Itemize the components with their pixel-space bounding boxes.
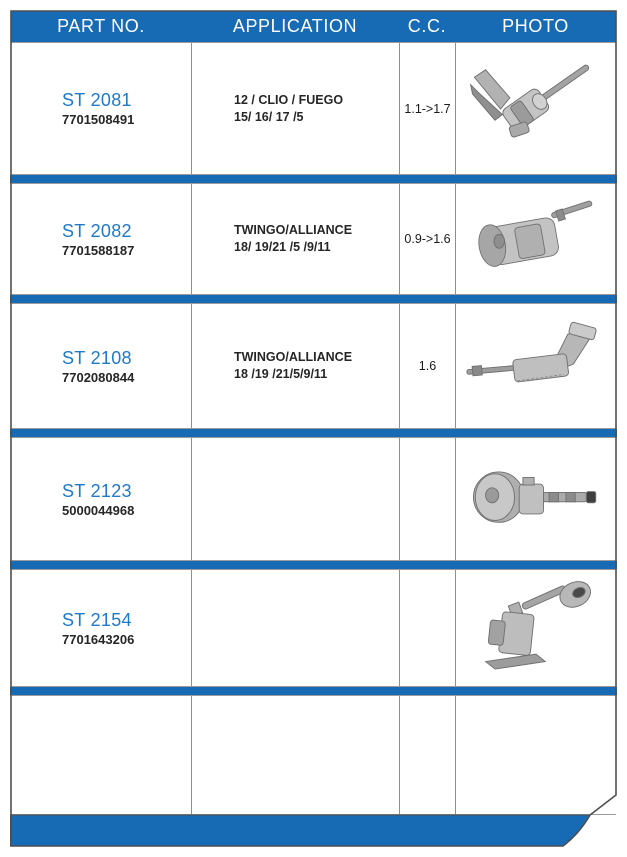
row-separator-band	[10, 295, 617, 303]
oem-number: 7701508491	[62, 112, 135, 127]
table-row	[11, 303, 616, 429]
row-separator-band	[10, 429, 617, 437]
header-cc: C.C.	[407, 16, 447, 36]
catalog-sheet	[10, 10, 617, 847]
application-cell	[191, 438, 399, 560]
photo-cell	[455, 438, 616, 560]
oil-pump-cylinder-photo	[461, 187, 611, 292]
cc-cell	[399, 696, 455, 814]
application-line: 18/ 19/21 /5 /9/11	[234, 240, 331, 254]
photo-cell	[455, 696, 616, 814]
footer-band	[10, 815, 590, 846]
table-row	[11, 695, 616, 815]
table-row	[11, 569, 616, 687]
table-row	[11, 183, 616, 295]
application-line: TWINGO/ALLIANCE	[234, 223, 353, 237]
cc-cell: 1.1->1.7	[399, 43, 455, 174]
oil-pump-side-arm-photo	[461, 310, 611, 422]
oem-number: 7702080844	[62, 369, 135, 385]
cc-cell: 1.6	[399, 304, 455, 428]
application-cell	[191, 43, 399, 174]
row-separator-band	[10, 175, 617, 183]
application-cell	[191, 304, 399, 428]
table-row	[11, 42, 616, 175]
photo-cell	[455, 304, 616, 428]
header-part-no: PART NO.	[57, 16, 145, 36]
oem-number: 5000044968	[62, 502, 135, 518]
cc-cell	[399, 570, 455, 686]
oem-number: 7701588187	[62, 242, 135, 258]
part-no-cell	[11, 570, 191, 686]
application-cell	[191, 184, 399, 294]
part-no-cell	[11, 304, 191, 428]
row-separator-band	[10, 561, 617, 569]
part-number: ST 2123	[62, 480, 132, 501]
application-line: 12 / CLIO / FUEGO	[234, 92, 344, 107]
application-line: TWINGO/ALLIANCE	[234, 350, 353, 364]
part-number: ST 2081	[62, 90, 132, 110]
application-cell	[191, 696, 399, 814]
part-number: ST 2108	[62, 347, 132, 368]
part-number: ST 2154	[62, 609, 132, 630]
oil-pump-bell-strainer-photo	[461, 572, 611, 684]
table-header	[11, 11, 616, 42]
part-no-cell	[11, 43, 191, 174]
row-separator-band	[10, 687, 617, 695]
photo-cell	[455, 43, 616, 174]
part-no-cell	[11, 696, 191, 814]
photo-cell	[455, 570, 616, 686]
application-line: 18 /19 /21/5/9/11	[234, 367, 328, 381]
header-photo: PHOTO	[502, 16, 569, 36]
application-cell	[191, 570, 399, 686]
cc-cell	[399, 438, 455, 560]
part-no-cell	[11, 184, 191, 294]
photo-cell	[455, 184, 616, 294]
oil-pump-disc-shaft-photo	[461, 443, 611, 555]
table-row	[11, 437, 616, 561]
application-line: 15/ 16/ 17 /5	[234, 109, 304, 124]
part-number: ST 2082	[62, 220, 132, 241]
part-no-cell	[11, 438, 191, 560]
cc-cell: 0.9->1.6	[399, 184, 455, 294]
header-application: APPLICATION	[232, 16, 358, 36]
oem-number: 7701643206	[62, 631, 135, 647]
oil-pump-v-shape-photo	[461, 53, 611, 165]
